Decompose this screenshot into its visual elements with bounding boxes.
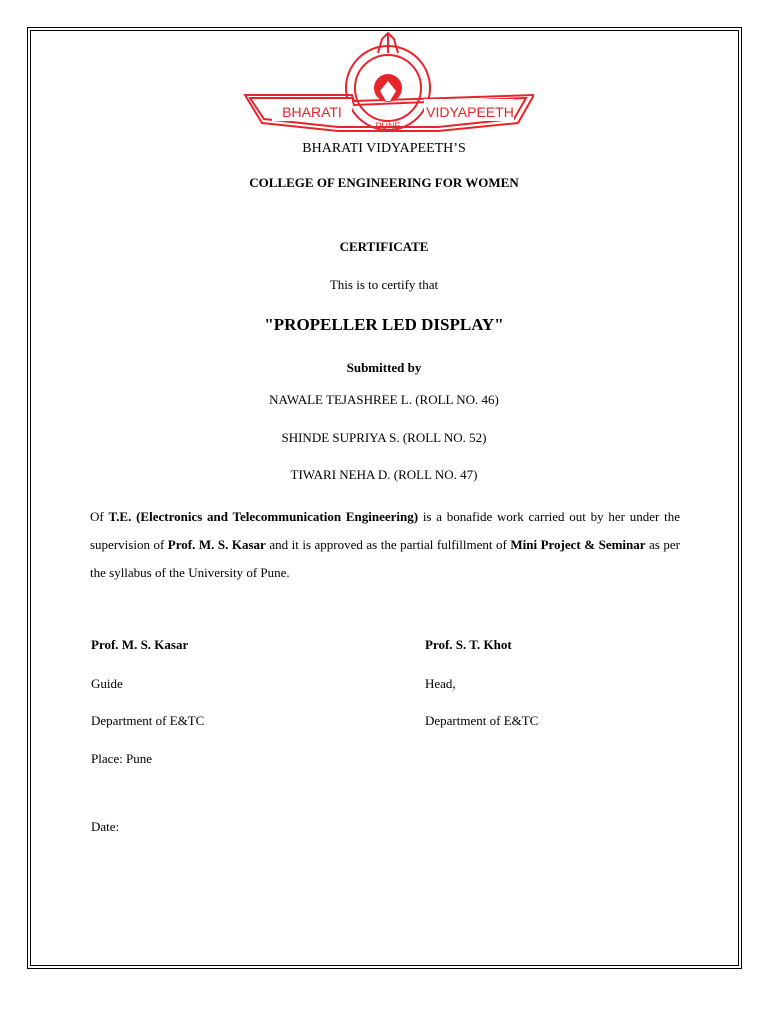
paragraph-text: as per the syllabus of the University of Pune.: [90, 537, 680, 580]
student-name: NAWALE TEJASHREE L. (ROLL NO. 46): [269, 392, 499, 407]
bharati-vidyapeeth-logo: [242, 31, 534, 143]
guide-role: Guide: [91, 676, 123, 691]
guide-name: Prof. M. S. Kasar: [91, 637, 189, 652]
subject-name: Mini Project & Seminar: [510, 537, 646, 552]
page-border: [30, 30, 739, 966]
certificate-heading: CERTIFICATE: [339, 239, 429, 254]
paragraph-text: is a bonafide work carried out by her under the supervision of: [90, 509, 680, 552]
certify-intro: This is to certify that: [329, 277, 439, 292]
date-label: Date:: [91, 819, 120, 834]
logo-city: PUNE: [375, 121, 401, 131]
guide-name-inline: Prof. M. S. Kasar: [167, 537, 266, 552]
college-name: COLLEGE OF ENGINEERING FOR WOMEN: [249, 175, 519, 190]
paragraph-text: and it is approved as the partial fulfillment of: [265, 537, 511, 552]
paragraph-text: Of: [90, 509, 109, 524]
head-name: Prof. S. T. Khot: [425, 637, 512, 652]
project-title: "PROPELLER LED DISPLAY": [264, 315, 504, 334]
student-name: TIWARI NEHA D. (ROLL NO. 47): [290, 467, 478, 482]
submitted-by-label: Submitted by: [346, 360, 422, 375]
course-name: T.E. (Electronics and Telecommunication Engineering): [108, 509, 419, 524]
head-role: Head,: [425, 676, 456, 691]
institution-name: BHARATI VIDYAPEETH’S: [302, 141, 466, 156]
certification-paragraph: [90, 503, 680, 587]
head-department: Department of E&TC: [425, 713, 539, 728]
logo-word-left: BHARATI: [282, 104, 342, 120]
guide-department: Department of E&TC: [91, 713, 205, 728]
logo-word-right: VIDYAPEETH: [426, 104, 514, 120]
place-label: Place: Pune: [91, 751, 153, 766]
student-name: SHINDE SUPRIYA S. (ROLL NO. 52): [281, 430, 487, 445]
